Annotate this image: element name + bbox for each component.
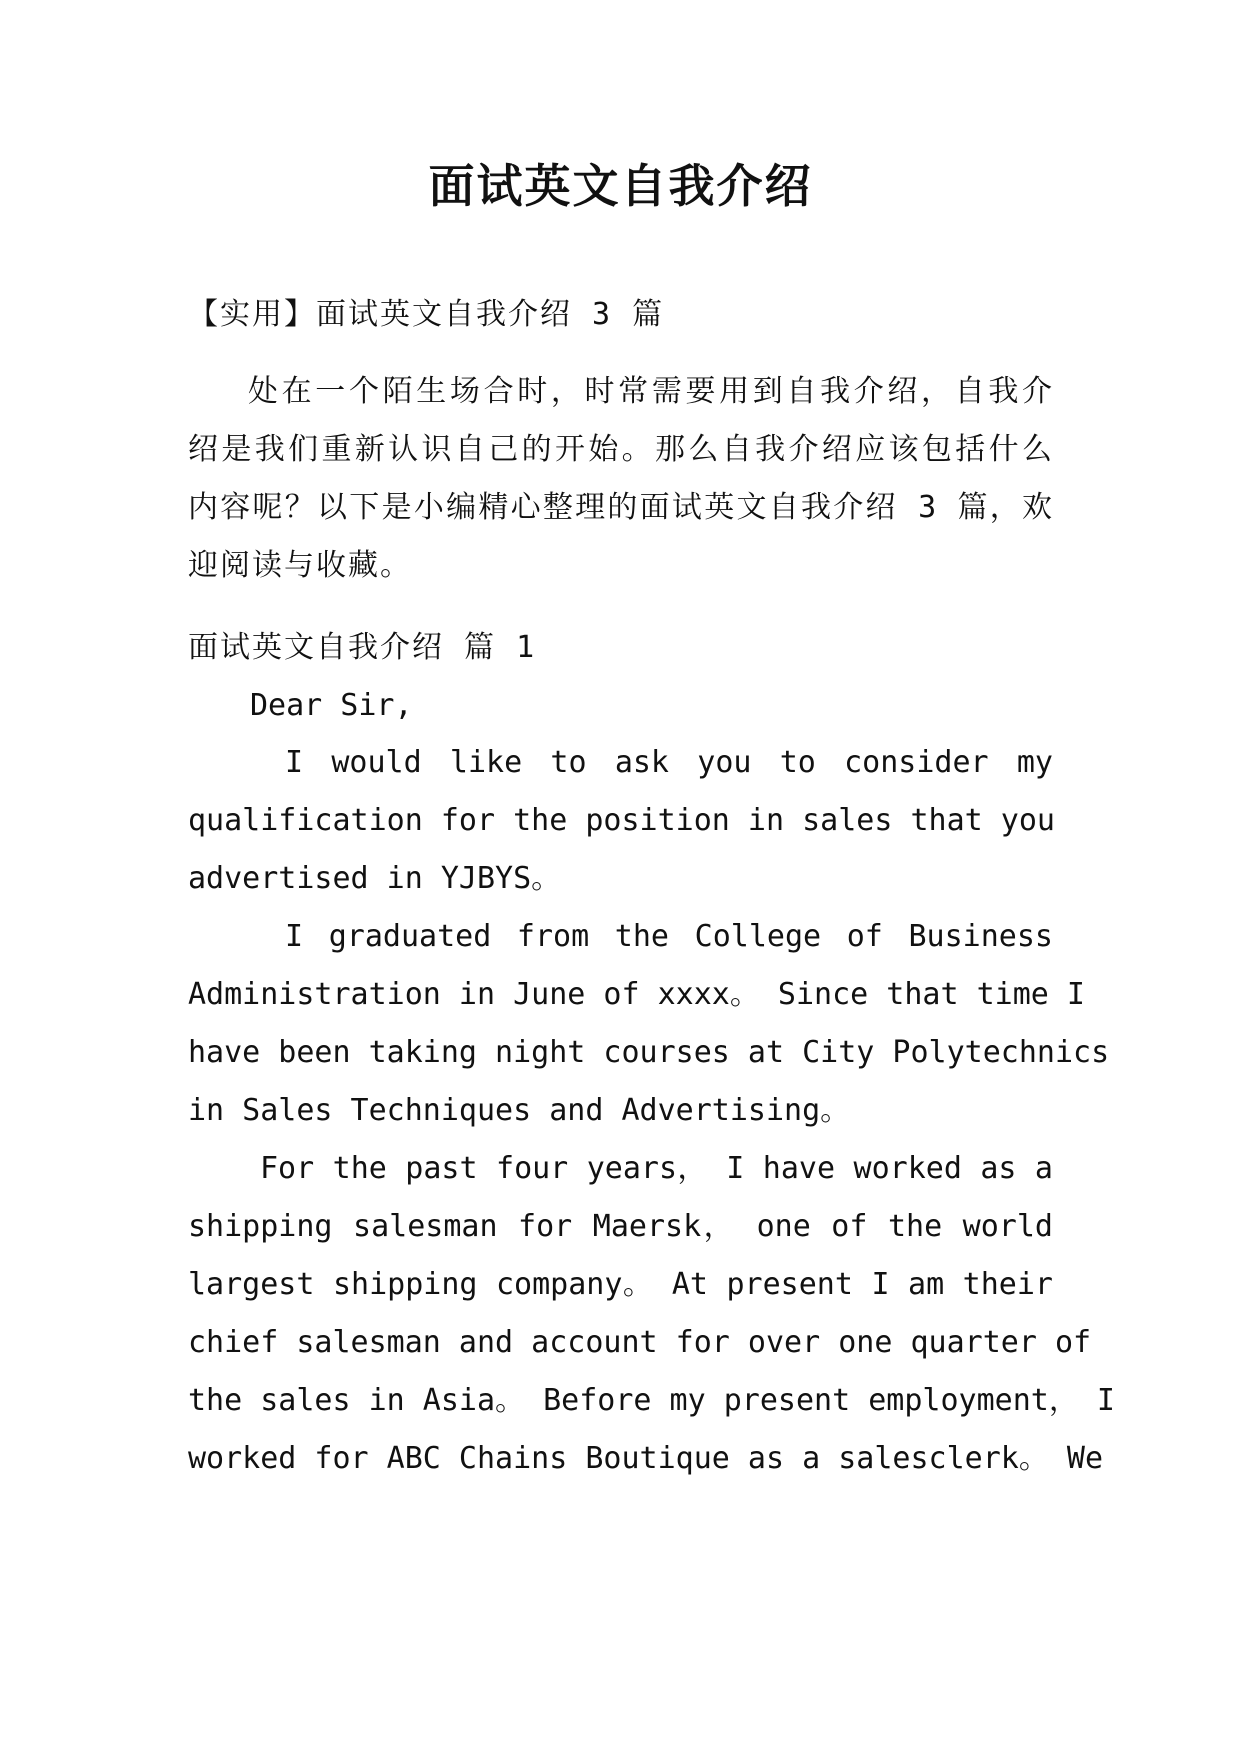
body-line: the sales in Asia。 Before my present employment， I — [188, 1383, 1115, 1418]
salutation: Dear Sir, — [250, 688, 413, 723]
intro-line: 内容呢？以下是小编精心整理的面试英文自我介绍 3 篇，欢 — [188, 490, 1053, 525]
body-line: worked for ABC Chains Boutique as a salesclerk。 We — [188, 1441, 1104, 1476]
body-line: shipping salesman for Maersk， one of the world — [188, 1209, 1053, 1244]
body-line: I graduated from the College of Business — [285, 919, 1053, 954]
body-line: have been taking night courses at City Polytechnics — [188, 1035, 1110, 1070]
document-subtitle: 【实用】面试英文自我介绍 3 篇 — [188, 297, 665, 332]
body-line: largest shipping company。 At present I am their — [188, 1267, 1053, 1302]
intro-line: 绍是我们重新认识自己的开始。那么自我介绍应该包括什么 — [188, 432, 1053, 467]
body-line: advertised in YJBYS。 — [188, 861, 562, 896]
body-line: qualification for the position in sales that you — [188, 803, 1055, 838]
body-line: in Sales Techniques and Advertising。 — [188, 1093, 851, 1128]
document-title: 面试英文自我介绍 — [428, 159, 813, 213]
body-line: chief salesman and account for over one quarter of — [188, 1325, 1092, 1360]
intro-line: 处在一个陌生场合时，时常需要用到自我介绍，自我介 — [248, 374, 1053, 409]
section-heading: 面试英文自我介绍 篇 1 — [188, 630, 537, 665]
body-line: I would like to ask you to consider my — [285, 745, 1053, 780]
body-line: Administration in June of xxxx。 Since that time I — [188, 977, 1085, 1012]
intro-line: 迎阅读与收藏。 — [188, 548, 412, 583]
body-line: For the past four years， I have worked as a — [260, 1151, 1053, 1186]
